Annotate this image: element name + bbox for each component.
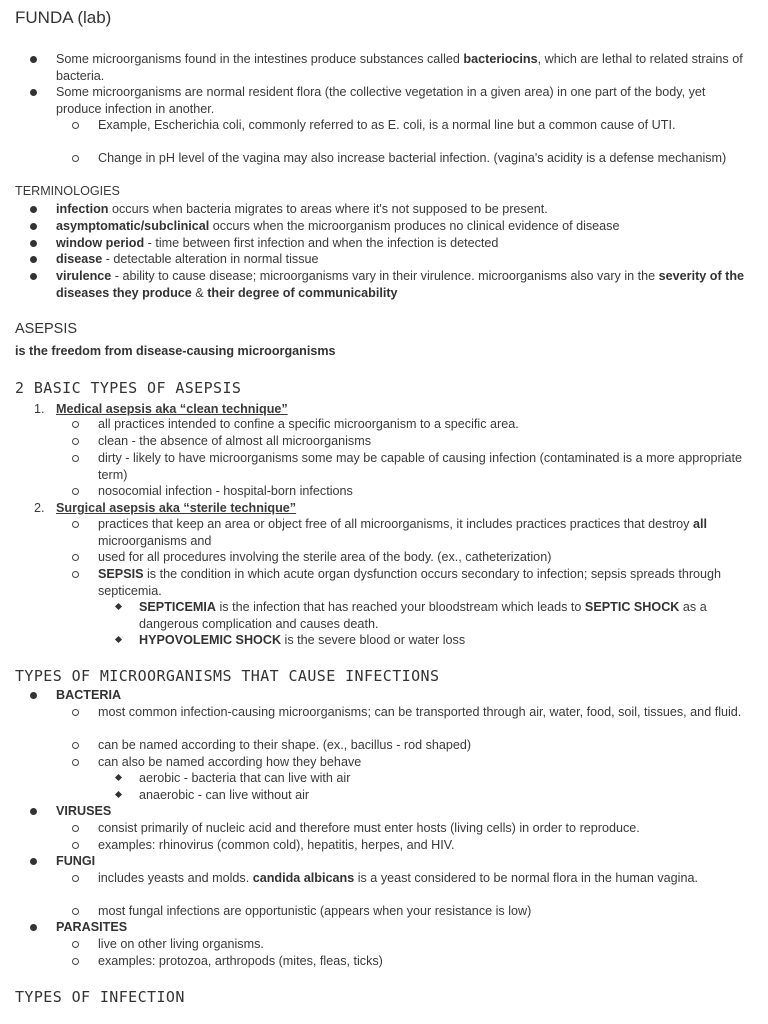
bullet-circle-icon	[72, 421, 79, 428]
bullet-circle-icon	[72, 958, 79, 965]
list-item: examples: protozoa, arthropods (mites, fleas, ticks)	[98, 954, 383, 968]
list-item: most common infection-causing microorganisms; can be transported through air, water, food, soil, tissues, and fluid.	[98, 705, 742, 719]
list-item: asymptomatic/subclinical occurs when the microorganism produces no clinical evidence of disease	[56, 219, 620, 233]
list-item: aerobic - bacteria that can live with air	[139, 771, 351, 785]
bullet-dot-icon	[30, 240, 37, 247]
bullet-dot-icon	[30, 692, 37, 699]
page-title: FUNDA (lab)	[15, 8, 112, 27]
bullet-dot-icon	[30, 89, 37, 96]
section-heading-asepsis: ASEPSIS	[15, 321, 78, 337]
list-number: 1.	[34, 402, 45, 416]
list-item: SEPSIS is the condition in which acute organ dysfunction occurs secondary to infection; sepsis spreads through septicemia.	[98, 567, 722, 598]
list-item: practices that keep an area or object free of all microorganisms, it includes practices practices that destroy all microorganisms and	[98, 517, 707, 548]
list-item: used for all procedures involving the sterile area of the body. (ex., catheterization)	[98, 550, 552, 564]
bullet-circle-icon	[72, 908, 79, 915]
list-item: most fungal infections are opportunistic (appears when your resistance is low)	[98, 904, 532, 918]
list-item: FUNGI	[56, 854, 96, 868]
bullet-dot-icon	[30, 256, 37, 263]
list-item: live on other living organisms.	[98, 937, 264, 951]
list-item: Surgical asepsis aka “sterile technique”	[56, 501, 297, 515]
list-item: PARASITES	[56, 920, 128, 934]
list-item: BACTERIA	[56, 688, 122, 702]
bullet-diamond-icon	[115, 636, 122, 643]
bullet-diamond-icon	[115, 603, 122, 610]
list-item: can be named according to their shape. (ex., bacillus - rod shaped)	[98, 738, 472, 752]
list-number: 2.	[34, 501, 45, 515]
bullet-circle-icon	[72, 455, 79, 462]
bullet-dot-icon	[30, 858, 37, 865]
bullet-circle-icon	[72, 488, 79, 495]
list-item: includes yeasts and molds. candida albicans is a yeast considered to be normal flora in the human vagina.	[98, 871, 698, 885]
bullet-circle-icon	[72, 875, 79, 882]
list-item: can also be named according how they behave	[98, 755, 362, 769]
bullet-circle-icon	[72, 521, 79, 528]
list-item: anaerobic - can live without air	[139, 788, 310, 802]
bullet-diamond-icon	[115, 791, 122, 798]
list-item: window period - time between first infection and when the infection is detected	[56, 236, 499, 250]
bullet-dot-icon	[30, 56, 37, 63]
bullet-circle-icon	[72, 941, 79, 948]
bullet-circle-icon	[72, 842, 79, 849]
list-item: Some microorganisms are normal resident flora (the collective vegetation in a given area) in one part of the body, yet produce infection in another.	[56, 85, 706, 116]
bullet-circle-icon	[72, 554, 79, 561]
section-heading-terminologies: TERMINOLOGIES	[15, 184, 120, 198]
list-item: Example, Escherichia coli, commonly referred to as E. coli, is a normal line but a common cause of UTI.	[98, 118, 676, 132]
list-item: HYPOVOLEMIC SHOCK is the severe blood or water loss	[139, 633, 466, 647]
list-item: Change in pH level of the vagina may also increase bacterial infection. (vagina's acidity is a defense mechanism)	[98, 151, 727, 165]
bullet-circle-icon	[72, 742, 79, 749]
list-item: dirty - likely to have microorganisms some may be capable of causing infection (contaminated is a more appropriate term)	[98, 451, 742, 482]
bullet-dot-icon	[30, 206, 37, 213]
bullet-dot-icon	[30, 808, 37, 815]
bullet-circle-icon	[72, 122, 79, 129]
asepsis-definition: is the freedom from disease-causing microorganisms	[15, 344, 336, 358]
bullet-circle-icon	[72, 155, 79, 162]
bullet-dot-icon	[30, 924, 37, 931]
list-item: disease - detectable alteration in normal tissue	[56, 252, 319, 266]
list-item: consist primarily of nucleic acid and therefore must enter hosts (living cells) in order to reproduce.	[98, 821, 640, 835]
list-item: SEPTICEMIA is the infection that has reached your bloodstream which leads to SEPTIC SHOCK as a dangerous complication and causes death.	[139, 600, 707, 631]
list-item: Medical asepsis aka “clean technique”	[56, 402, 288, 416]
section-heading-types-of-infection: TYPES OF INFECTION	[15, 988, 185, 1006]
bullet-dot-icon	[30, 223, 37, 230]
bullet-circle-icon	[72, 438, 79, 445]
bullet-circle-icon	[72, 759, 79, 766]
bullet-circle-icon	[72, 825, 79, 832]
list-item: virulence - ability to cause disease; microorganisms vary in their virulence. microorganisms also vary in the severity of the diseases they produce & their degree of communicability	[56, 269, 745, 300]
list-item: clean - the absence of almost all microorganisms	[98, 434, 371, 448]
bullet-circle-icon	[72, 709, 79, 716]
section-heading-microorganisms: TYPES OF MICROORGANISMS THAT CAUSE INFECTIONS	[15, 667, 440, 685]
list-item: all practices intended to confine a specific microorganism to a specific area.	[98, 417, 519, 431]
section-heading-types-of-asepsis: 2 BASIC TYPES OF ASEPSIS	[15, 379, 242, 397]
list-item: VIRUSES	[56, 804, 112, 818]
bullet-dot-icon	[30, 273, 37, 280]
list-item: Some microorganisms found in the intestines produce substances called bacteriocins, which are lethal to related strains of bacteria.	[56, 52, 743, 83]
list-item: infection occurs when bacteria migrates to areas where it's not supposed to be present.	[56, 202, 548, 216]
bullet-diamond-icon	[115, 774, 122, 781]
bullet-circle-icon	[72, 571, 79, 578]
list-item: examples: rhinovirus (common cold), hepatitis, herpes, and HIV.	[98, 838, 455, 852]
list-item: nosocomial infection - hospital-born infections	[98, 484, 353, 498]
